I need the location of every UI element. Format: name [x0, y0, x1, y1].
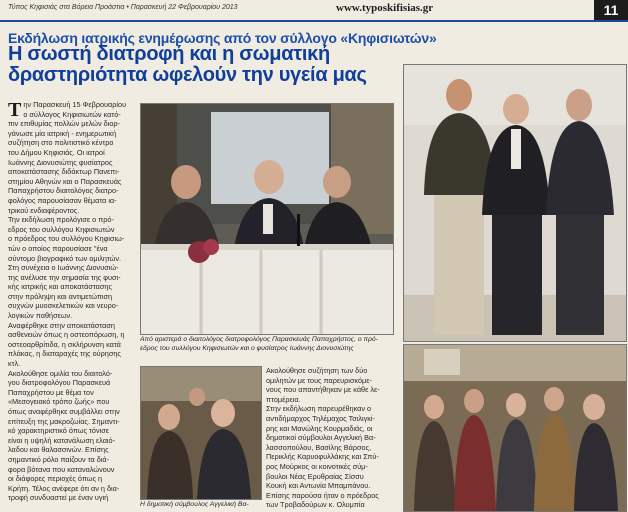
page-header — [0, 0, 628, 22]
text-line: Αναφέρθηκε στην αποκατάσταση — [8, 320, 115, 330]
text-line: λογικών παθήσεων. — [8, 311, 73, 321]
text-line: βουλοι Νέας Ερυθραίας Σίσσυ — [266, 471, 364, 481]
text-line: λασσοπούλου, Βασίλης Βάρσος, — [266, 442, 372, 452]
text-line: «Μεσογειακό τρόπο ζωής» που — [8, 397, 110, 407]
article-kicker: Εκδήλωση ιατρικής ενημέρωσης από τον σύλλογο «Κηφισιωτών» — [8, 30, 437, 46]
text-line: επίτευξη της μακροζωίας. Σημαντι- — [8, 416, 120, 426]
text-line: Στην εκδήλωση παρευρέθηκαν ο — [266, 404, 372, 414]
text-line: γάνωσε μία ιατρική - ενημερωτική — [8, 128, 117, 138]
bottom-caption: Η δημοτική σύμβουλος Αγγελική Βα- — [140, 501, 249, 508]
text-line: όπως αναφέρθηκε συμβάλλει στην — [8, 407, 120, 416]
headline-line: δραστηριότητα ωφελούν την υγεία μας — [8, 64, 367, 86]
text-line: συζήτηση στο πολιτιστικό κέντρο — [8, 138, 114, 148]
text-line: αντιδήμαρχος Τηλέμαχος Τσιλιγκί- — [266, 413, 375, 423]
text-line: πλάκας, η διαταραχές της ούρησης — [8, 349, 121, 359]
text-line: ο σύλλογος Κηφισιωτών κατό- — [23, 109, 121, 119]
body-column-1 — [8, 100, 136, 512]
text-line: κτλ. — [8, 359, 21, 369]
text-line: πιν επιθυμίας πολλών μελών διορ- — [8, 119, 120, 129]
text-line: ρης και Μανώλης Κουρμαδιάς, οι — [266, 423, 373, 433]
text-line: πτομέρεια. — [266, 394, 301, 404]
text-line: τών ο οποίος παρουσίασε "ένα — [8, 243, 108, 253]
text-line: Περικλής Καρυοφυλλάκης και Σπύ- — [266, 452, 379, 462]
text-line: γου διατροφολόγου Παρασκευά — [8, 378, 111, 388]
paragraph-5 — [266, 366, 396, 404]
text-line: στην πρόληψη και αντιμετώπιση — [8, 291, 113, 301]
text-line: Στη συνέχεια ο Ιωάννης Διονυσιώ- — [8, 263, 119, 273]
text-line: Κουκή και Αντωνία Μπαμπάνου. — [266, 481, 371, 491]
text-line: τροφή συνδυαστεί με έναν υγιή — [8, 493, 109, 503]
text-line: ο πρόεδρος του συλλόγου Κηφισιω- — [8, 234, 125, 244]
text-line: σημαντικό ρόλο παίζουν τα διά- — [8, 454, 110, 464]
paragraph-2 — [8, 215, 136, 321]
text-line: Κρήτη. Τέλος ανέφερε ότι αν η δια- — [8, 483, 120, 493]
photo-caption — [140, 335, 395, 355]
text-line: Ακολούθησε ομιλία του διαιτολό- — [8, 368, 113, 378]
text-line: φορα βότανα που καταναλώνουν — [8, 464, 115, 474]
paragraph-6 — [266, 404, 396, 510]
text-line: Την εκδήλωση προλόγισε ο πρό- — [8, 215, 114, 225]
article-headline — [8, 44, 408, 86]
text-line: λαδου και θαλασσινών. Επίσης — [8, 445, 109, 455]
website-url[interactable]: www.typoskifisias.gr — [336, 2, 434, 14]
text-line: κό χαρακτηριστικό όπως τόνισε — [8, 426, 109, 436]
paragraph-1 — [8, 100, 136, 215]
text-line: της ανέλυσε την σημασία της φυσι- — [8, 272, 121, 282]
caption-line: εδρος του συλλόγου Κηφισιωτών και ο φυσίατρος Ιωάννης Διονυσιώτης — [140, 345, 354, 352]
dropcap: Τ — [8, 100, 22, 121]
audience-photo-small — [140, 366, 262, 500]
text-line: ρος Μούρκος οι κοινοτικές σύμ- — [266, 461, 368, 471]
caption-line: Από αριστερά ο διαιτολόγος διατροφολόγος Παρασκευάς Παπαχρήστος, ο πρό- — [140, 336, 378, 343]
text-line: συχνών μυοσκελετικών και νευρο- — [8, 301, 119, 311]
text-line: Επίσης παρούσα ήταν ο πρόεδρος — [266, 490, 379, 500]
text-line: είναι η υψηλή κατανάλωση ελαιό- — [8, 435, 116, 445]
text-line: ην Παρασκευή 15 Φεβρουαρίου — [23, 100, 127, 109]
audience-photo-large — [403, 344, 627, 512]
text-line: του Δήμου Κηφισιάς. Οι ιατροί — [8, 147, 105, 157]
text-line: Ακολούθησε συζήτηση των δύο — [266, 366, 368, 375]
header-strip-text: Τύπος Κηφισιάς στα Βόρεια Προάστια • Παρασκευή 22 Φεβρουαρίου 2013 — [8, 4, 238, 11]
text-line: στημίου Αθηνών και ο Παρασκευάς — [8, 176, 122, 186]
text-line: σύντομο βιογραφικό των ομιλητών. — [8, 253, 122, 263]
page-number: 11 — [594, 0, 628, 20]
text-line: εδρος του συλλόγου Κηφισιωτών — [8, 224, 115, 234]
text-line: κής ιατρικής και αποκατάστασης — [8, 282, 112, 292]
text-line: δημοτικοί σύμβουλοι Αγγελική Βα- — [266, 433, 376, 443]
text-line: αποκατάστασης διδάκτωρ Πανεπι- — [8, 167, 120, 177]
text-line: ομιλητών με τους παρευρισκόμε- — [266, 375, 372, 385]
text-line: Παπαχρήστου με θέμα τον — [8, 387, 94, 397]
text-line: ασθενειών όπως η οστεοπόρωση, η — [8, 330, 125, 340]
paragraph-4 — [8, 369, 136, 503]
text-line: οστεοαρθρίτιδα, η σκλήρυνση κατά — [8, 339, 121, 349]
text-line: φολόγος παρουσίασαν θέματα ια- — [8, 195, 117, 205]
text-line: τρικού ενδιαφέροντος. — [8, 205, 80, 215]
text-line: νους που απαντήθηκαν με κάθε λε- — [266, 385, 380, 395]
speakers-photo — [140, 103, 394, 335]
text-line: Ιωάννης Διονυσιώτης φυσίατρος — [8, 157, 113, 167]
headline-line: Η σωστή διατροφή και η σωματική — [8, 43, 330, 65]
text-line: οι διάφορες περιοχές όπως η — [8, 474, 103, 484]
paragraph-3 — [8, 321, 136, 369]
body-column-3 — [266, 366, 396, 512]
text-line: των Τροβαδούρων κ. Ολυμπία — [266, 500, 365, 510]
text-line: Παπαχρήστου διαιτολόγος διατρο- — [8, 186, 119, 196]
standing-men-photo — [403, 64, 627, 342]
